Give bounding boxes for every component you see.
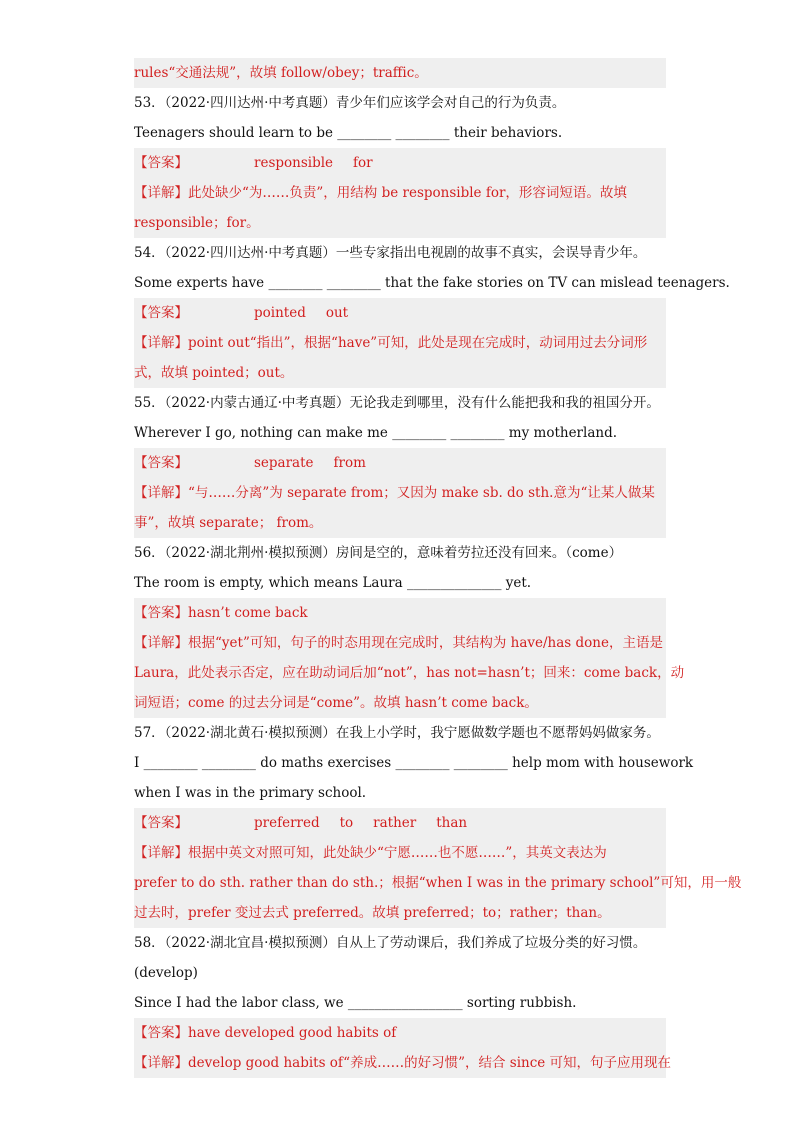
answer-line [134, 298, 666, 328]
explanation-line: 词短语；come 的过去分词是“come”。故填 hasn’t come back。 [134, 688, 666, 718]
answer-value: rather [373, 815, 417, 831]
answer-label: 【答案】 [134, 155, 188, 171]
explanation-line: 【详解】根据“yet”可知，句子的时态用现在完成时，其结构为 have/has done，主语是 [134, 628, 666, 658]
answer-value: for [353, 155, 373, 171]
answer-label: 【答案】 [134, 815, 188, 831]
explanation-line: 【详解】develop good habits of“养成……的好习惯”，结合 since 可知，句子应用现在 [134, 1048, 666, 1078]
explanation-line: 【详解】“与……分离”为 separate from；又因为 make sb. do sth.意为“让某人做某 [134, 478, 666, 508]
answer-value: to [339, 815, 354, 831]
answer-line [134, 148, 666, 178]
explanation-line: 式，故填 pointed；out。 [134, 358, 666, 388]
question-line: Teenagers should learn to be ________ ________ their behaviors. [134, 125, 563, 141]
explanation-line: 事”，故填 separate； from。 [134, 508, 666, 538]
answer-value: than [436, 815, 468, 831]
answer-value: from [333, 455, 366, 471]
question-line: when I was in the primary school. [134, 785, 367, 801]
document-content [134, 58, 742, 1078]
question-line: 58．（2022·湖北宜昌·模拟预测）自从上了劳动课后，我们养成了垃圾分类的好习惯。 [134, 935, 647, 951]
explanation-line: 【详解】根据中英文对照可知，此处缺少“宁愿……也不愿……”，其英文表达为 [134, 838, 666, 868]
question-line: 57．（2022·湖北黄石·模拟预测）在我上小学时，我宁愿做数学题也不愿帮妈妈做家务。 [134, 725, 660, 741]
question-line: 53．（2022·四川达州·中考真题）青少年们应该学会对自己的行为负责。 [134, 95, 566, 111]
explanation-line: prefer to do sth. rather than do sth.；根据“when I was in the primary school”可知，用一般 [134, 868, 666, 898]
question-line: Some experts have ________ ________ that the fake stories on TV can mislead teenagers. [134, 275, 730, 291]
question-line: 54．（2022·四川达州·中考真题）一些专家指出电视剧的故事不真实，会误导青少年。 [134, 245, 647, 261]
answer-line: 【答案】hasn’t come back [134, 598, 666, 628]
answer-value: pointed [254, 305, 306, 321]
explanation-line: 【详解】此处缺少“为……负责”，用结构 be responsible for，形容词短语。故填 [134, 178, 666, 208]
question-line: I ________ ________ do maths exercises ________ ________ help mom with housework [134, 755, 694, 771]
question-line: Since I had the labor class, we _________________ sorting rubbish. [134, 995, 577, 1011]
question-line: (develop) [134, 965, 198, 981]
answer-value: responsible [254, 155, 334, 171]
question-line: 56．（2022·湖北荆州·模拟预测）房间是空的，意味着劳拉还没有回来。（come） [134, 545, 623, 561]
explanation-line: rules“交通法规”，故填 follow/obey；traffic。 [134, 58, 666, 88]
explanation-line: Laura，此处表示否定，应在助动词后加“not”，has not=hasn’t；回来：come back，动 [134, 658, 666, 688]
explanation-line: responsible；for。 [134, 208, 666, 238]
explanation-line: 过去时，prefer 变过去式 preferred。故填 preferred；to；rather；than。 [134, 898, 666, 928]
answer-label: 【答案】 [134, 305, 188, 321]
answer-value: out [325, 305, 349, 321]
question-line: Wherever I go, nothing can make me ________ ________ my motherland. [134, 425, 618, 441]
answer-label: 【答案】 [134, 455, 188, 471]
question-line: 55．（2022·内蒙古通辽·中考真题）无论我走到哪里，没有什么能把我和我的祖国分开。 [134, 395, 660, 411]
answer-line [134, 808, 666, 838]
answer-line [134, 448, 666, 478]
answer-line: 【答案】have developed good habits of [134, 1018, 666, 1048]
answer-value: separate [254, 455, 314, 471]
question-line: The room is empty, which means Laura ______________ yet. [134, 575, 532, 591]
answer-value: preferred [254, 815, 320, 831]
explanation-line: 【详解】point out“指出”，根据“have”可知，此处是现在完成时，动词用过去分词形 [134, 328, 666, 358]
